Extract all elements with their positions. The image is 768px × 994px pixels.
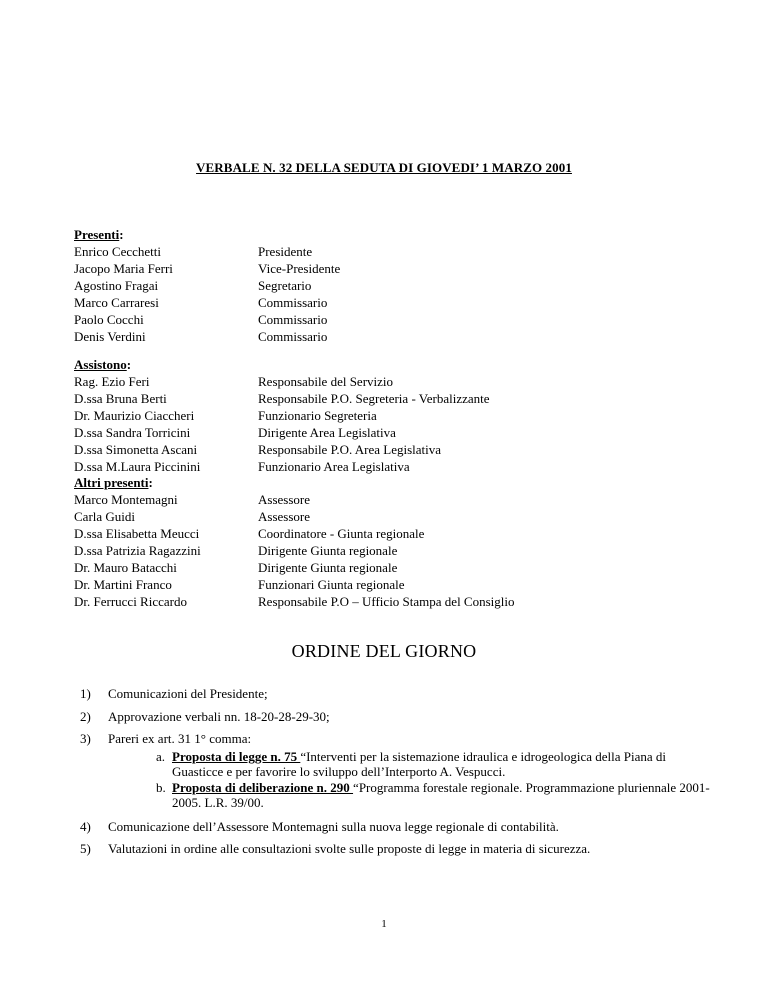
attendee-row: [74, 542, 714, 559]
attendee-row: [74, 260, 714, 277]
attendee-row: [74, 243, 714, 260]
attendee-role: Segretario: [258, 278, 312, 293]
altri-presenti-heading: Altri presenti:: [74, 475, 153, 490]
attendee-row: [74, 424, 714, 441]
attendee-row: [74, 328, 714, 345]
attendee-role: Responsabile P.O – Ufficio Stampa del Consiglio: [258, 594, 515, 609]
assistono-list: [74, 373, 714, 475]
attendee-role: Coordinatore - Giunta regionale: [258, 526, 425, 541]
attendee-name: D.ssa Elisabetta Meucci: [74, 526, 200, 541]
attendee-role: Funzionario Area Legislativa: [258, 459, 410, 474]
agenda-item-3: 3) Pareri ex art. 31 1° comma:: [80, 731, 252, 746]
attendee-name: D.ssa M.Laura Piccinini: [74, 459, 201, 474]
attendee-role: Assessore: [258, 492, 310, 507]
assistono-heading: Assistono:: [74, 357, 132, 372]
attendee-row: [74, 373, 714, 390]
attendee-row: [74, 491, 714, 508]
assistono-section: [74, 356, 714, 475]
attendee-row: [74, 407, 714, 424]
attendee-role: Vice-Presidente: [258, 261, 341, 276]
agenda-subitem-b: b. Proposta di deliberazione n. 290 “Programma forestale regionale. Programmazione pluriennale 2001-2005. L.R. 39/00.: [156, 779, 710, 810]
proposta-legge-75-ref: Proposta di legge n. 75: [172, 748, 301, 764]
agenda-subitem-a: a. Proposta di legge n. 75 “Interventi per la sistemazione idraulica e idrogeologica della Piana di Guasticce e per favorire lo sviluppo dell’Interporto A. Vespucci.: [156, 748, 666, 779]
attendee-role: Responsabile del Servizio: [258, 374, 394, 389]
attendee-row: [74, 508, 714, 525]
attendee-role: Commissario: [258, 329, 328, 344]
presenti-section: [74, 226, 714, 345]
attendee-role: Commissario: [258, 312, 328, 327]
proposta-deliberazione-290-ref: Proposta di deliberazione n. 290: [172, 779, 354, 795]
attendee-role: Assessore: [258, 509, 310, 524]
attendee-name: Enrico Cecchetti: [74, 244, 161, 259]
attendee-name: D.ssa Patrizia Ragazzini: [74, 543, 201, 558]
attendee-row: [74, 559, 714, 576]
attendee-role: Funzionario Segreteria: [258, 408, 377, 423]
presenti-heading: Presenti:: [74, 227, 124, 242]
attendee-name: Marco Montemagni: [74, 492, 178, 507]
page-title: VERBALE N. 32 DELLA SEDUTA DI GIOVEDI’ 1 MARZO 2001: [196, 160, 572, 175]
agenda-item-2: 2) Approvazione verbali nn. 18-20-28-29-30;: [80, 708, 330, 724]
attendee-name: D.ssa Sandra Torricini: [74, 425, 191, 440]
attendee-role: Funzionari Giunta regionale: [258, 577, 405, 592]
attendee-row: [74, 525, 714, 542]
attendee-role: Dirigente Giunta regionale: [258, 543, 398, 558]
attendee-role: Commissario: [258, 295, 328, 310]
attendee-name: Jacopo Maria Ferri: [74, 261, 173, 276]
agenda-title: ORDINE DEL GIORNO: [291, 641, 477, 661]
attendee-name: Marco Carraresi: [74, 295, 159, 310]
attendee-name: Dr. Maurizio Ciaccheri: [74, 408, 195, 423]
agenda-item-1: 1) Comunicazioni del Presidente;: [80, 686, 268, 701]
altri-presenti-section: [74, 474, 714, 610]
attendee-role: Responsabile P.O. Segreteria - Verbalizzante: [258, 391, 490, 406]
attendee-row: [74, 441, 714, 458]
attendee-role: Dirigente Area Legislativa: [258, 425, 396, 440]
page-number: 1: [381, 918, 387, 930]
attendee-name: Agostino Fragai: [74, 278, 159, 293]
attendee-name: D.ssa Bruna Berti: [74, 391, 167, 406]
attendee-row: [74, 277, 714, 294]
attendee-name: Denis Verdini: [74, 329, 146, 344]
attendee-role: Responsabile P.O. Area Legislativa: [258, 442, 442, 457]
attendee-name: Carla Guidi: [74, 509, 136, 524]
attendee-name: D.ssa Simonetta Ascani: [74, 442, 198, 457]
attendee-row: [74, 311, 714, 328]
agenda-item-5: 5) Valutazioni in ordine alle consultazioni svolte sulle proposte di legge in materia di sicurezza.: [80, 841, 591, 856]
attendee-name: Dr. Ferrucci Riccardo: [74, 594, 187, 609]
attendee-row: [74, 458, 714, 475]
attendee-name: Paolo Cocchi: [74, 312, 144, 327]
attendee-row: [74, 593, 714, 610]
presenti-list: [74, 243, 714, 345]
attendee-name: Dr. Martini Franco: [74, 577, 172, 592]
attendee-role: Presidente: [258, 244, 313, 259]
agenda-item-4: 4) Comunicazione dell’Assessore Montemagni sulla nuova legge regionale di contabilità.: [80, 818, 559, 834]
attendee-row: [74, 294, 714, 311]
attendee-role: Dirigente Giunta regionale: [258, 560, 398, 575]
attendee-row: [74, 390, 714, 407]
attendee-row: [74, 576, 714, 593]
attendee-name: Dr. Mauro Batacchi: [74, 560, 177, 575]
agenda-list: [74, 686, 714, 864]
attendee-name: Rag. Ezio Feri: [74, 374, 150, 389]
altri-presenti-list: [74, 491, 714, 610]
